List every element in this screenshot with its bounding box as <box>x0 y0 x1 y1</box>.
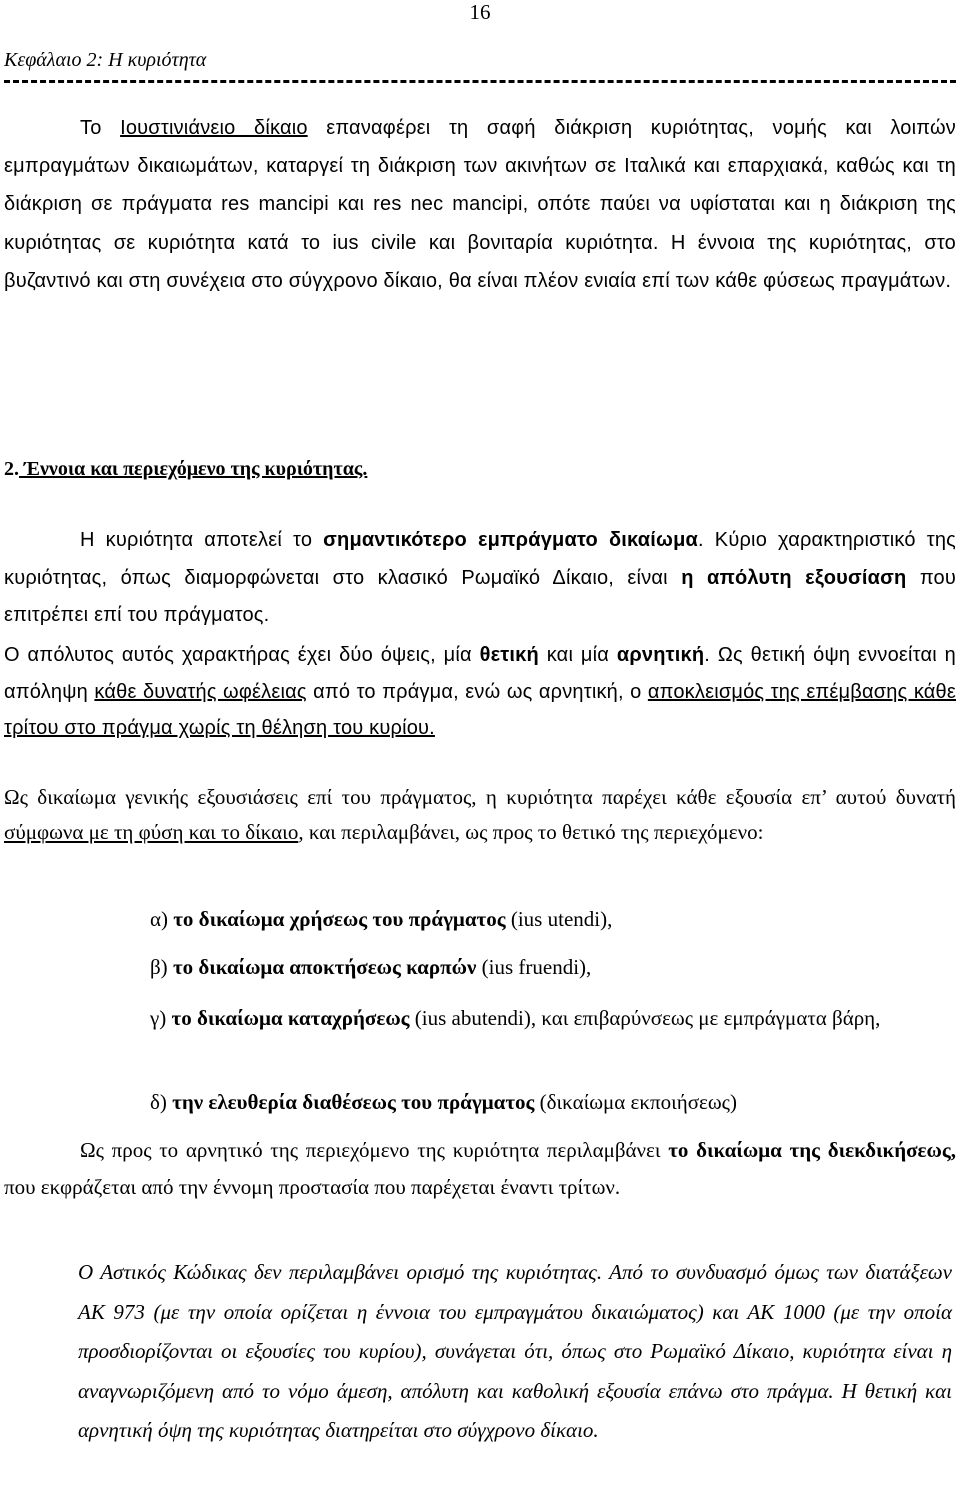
running-header: Κεφάλαιο 2: Η κυριότητα <box>4 49 207 71</box>
text-run: επαναφέρει τη σαφή διάκριση κυριότητας, νομής και λοιπών εμπραγμάτων δικαιωμάτων, καταργεί τη διάκριση των ακινήτων σε Ιταλικά και επαρχιακά, καθώς και τη διάκριση σε πράγματα res mancipi και res nec mancipi, οπότε παύει να υφίσταται και η διάκριση της κυριότητας σε κυριότητα κατά το ius civile και βονιταρία κυριότητα. Η έννοια της κυριότητας, στο βυζαντινό και στη συνέχεια στο σύγχρονο δίκαιο, θα είναι πλέον ενιαία επί των κάθε φύσεως πραγμάτων. <box>4 117 956 292</box>
list-marker: γ) <box>150 1006 172 1030</box>
list-marker: β) <box>150 955 173 979</box>
text-run: . Ως θετική όψη εννοείται η απόληψη <box>4 644 957 703</box>
text-run: (ius abutendi), και επιβαρύνσεως με εμπράγματα βάρη, <box>409 1006 881 1030</box>
bold-text: την ελευθερία διαθέσεως του πράγματος <box>172 1090 535 1114</box>
civil-code-note: Ο Αστικός Κώδικας δεν περιλαμβάνει ορισμό της κυριότητας. Από το συνδυασμό όμως των διατάξεων ΑΚ 973 (με την οποία ορίζεται η έννοια του εμπραγμάτου δικαιώματος) και ΑΚ 1000 (με την οποία προσδιορίζονται οι εξουσίες του κυρίου), συνάγεται ότι, όπως στο Ρωμαϊκό Δίκαιο, κυριότητα είναι η αναγνωριζόμενη από το νόμο άμεση, απόλυτη και καθολική εξουσία επάνω στο πράγμα. Η θετική και αρνητική όψη της κυριότητας διατηρείται στο σύγχρονο δίκαιο. <box>78 1260 952 1442</box>
paragraph-negative-content <box>4 1132 956 1205</box>
page-number: 16 <box>469 0 491 24</box>
underlined-text: αποκλεισμός της επέμβασης κάθε τρίτου στο πράγμα χωρίς τη θέληση του κυρίου. <box>4 680 956 739</box>
text-run: . Κύριο χαρακτηριστικό της κυριότητας, όπως διαμορφώνεται στο κλασικό Ρωμαϊκό Δίκαιο, είναι <box>4 529 956 589</box>
bold-text: το δικαίωμα καταχρήσεως <box>171 1006 410 1030</box>
bold-text: αρνητική <box>616 644 705 666</box>
bold-text: το δικαίωμα χρήσεως του πράγματος <box>173 907 506 931</box>
list-marker: δ) <box>150 1090 173 1114</box>
list-item <box>150 900 924 939</box>
text-run: (ius fruendi), <box>476 955 592 979</box>
section-title: Έννοια και περιεχόμενο της κυριότητας. <box>19 458 368 480</box>
underlined-text: σύμφωνα με τη φύση και το δίκαιο <box>4 820 299 845</box>
text-run: που εκφράζεται από την έννομη προστασία που παρέχεται έναντι τρίτων. <box>4 1174 621 1199</box>
section-number: 2. <box>4 458 19 480</box>
bold-text: η απόλυτη εξουσίαση <box>681 566 907 589</box>
bold-text: θετική <box>479 644 539 666</box>
text-run: που επιτρέπει επί του πράγματος. <box>4 566 956 626</box>
list-item <box>150 999 924 1038</box>
paragraph-two-aspects <box>4 637 956 747</box>
bold-text: το δικαίωμα αποκτήσεως καρπών <box>172 955 477 979</box>
section-heading <box>4 455 956 483</box>
text-run: Το <box>80 117 121 139</box>
text-run: Ως προς το αρνητικό της περιεχόμενο της κυριότητα περιλαμβάνει <box>80 1138 669 1162</box>
bold-text: το δικαίωμα της διεκδικήσεως, <box>668 1138 956 1162</box>
text-run: (ius utendi), <box>505 907 613 931</box>
paragraph-justinian-law <box>4 109 956 300</box>
header-divider <box>4 80 956 83</box>
underlined-text: κάθε δυνατής ωφέλειας <box>94 680 307 703</box>
text-run: και μία <box>538 644 617 666</box>
list-item <box>150 948 924 987</box>
list-marker: α) <box>150 907 174 931</box>
text-run: Ως δικαίωμα γενικής εξουσιάσεις επί του πράγματος, η κυριότητα παρέχει κάθε εξουσία επ’ αυτού δυνατή <box>4 785 956 809</box>
bold-text: σημαντικότερο εμπράγματο δικαίωμα <box>323 529 699 551</box>
text-run: (δικαίωμα εκποιήσεως) <box>534 1090 737 1114</box>
text-run: , και περιλαμβάνει, ως προς το θετικό της περιεχόμενο: <box>298 820 764 845</box>
text-run: από το πράγμα, ενώ ως αρνητική, ο <box>306 680 648 703</box>
paragraph-general-power <box>4 780 956 851</box>
text-run: Ο απόλυτος αυτός χαρακτήρας έχει δύο όψεις, μία <box>4 644 480 666</box>
text-run: Η κυριότητα αποτελεί το <box>80 529 324 551</box>
list-item <box>150 1083 924 1122</box>
paragraph-definition <box>4 522 956 635</box>
justinian-law-link[interactable]: Ιουστινιάνειο δίκαιο <box>120 117 308 139</box>
